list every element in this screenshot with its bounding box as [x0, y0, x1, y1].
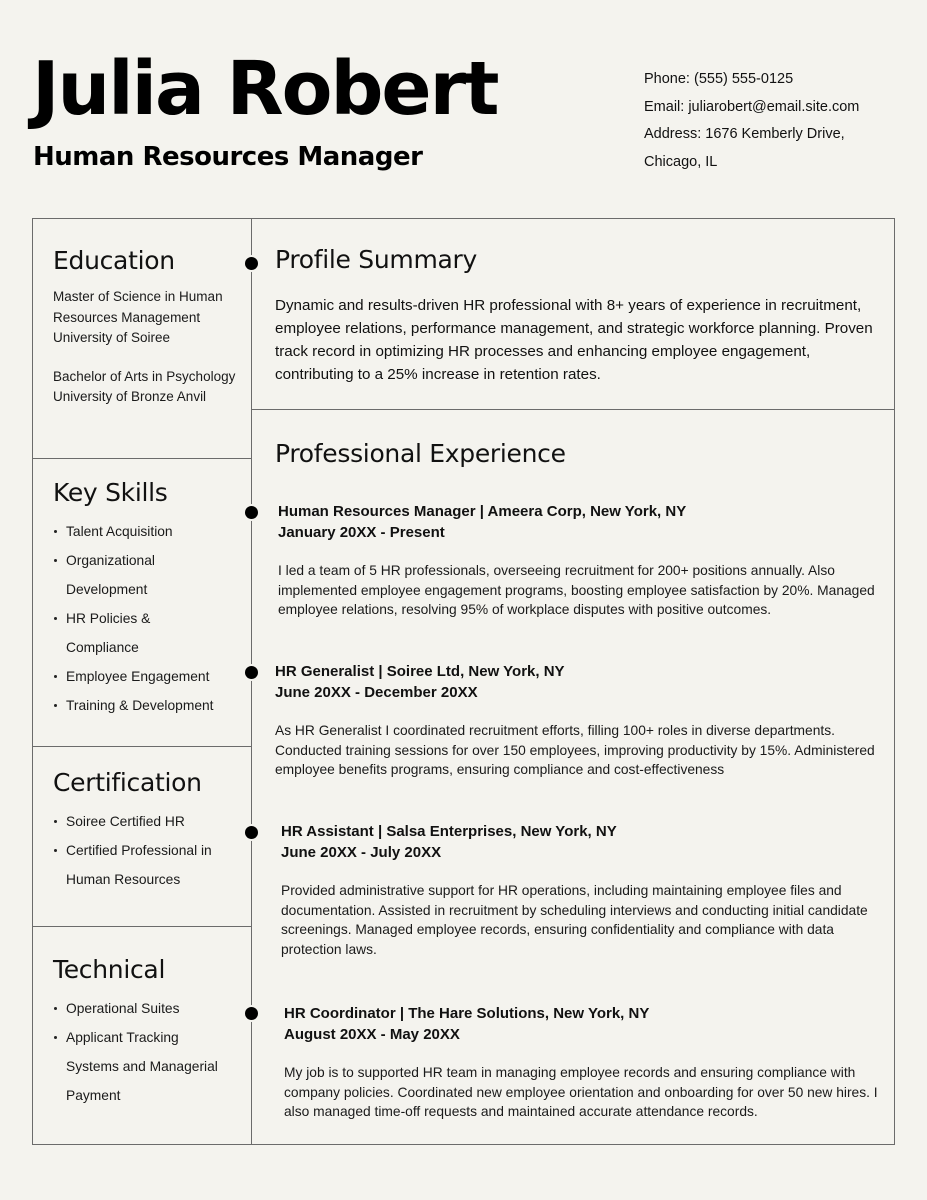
contact-phone: Phone: (555) 555-0125: [644, 71, 794, 87]
certification-item: Certified Professional in Human Resources: [53, 836, 228, 894]
job-title: Human Resources Manager | Ameera Corp, New York, NY: [278, 503, 687, 520]
education-section: [53, 246, 243, 408]
skills-section: [53, 478, 243, 720]
contact-block: [644, 66, 859, 176]
job-dates: June 20XX - December 20XX: [275, 684, 478, 701]
skill-item: Talent Acquisition: [53, 517, 243, 546]
job-title: HR Assistant | Salsa Enterprises, New York, NY: [281, 823, 617, 840]
job-dates: August 20XX - May 20XX: [284, 1026, 460, 1043]
certification-title: Certification: [53, 768, 202, 797]
skill-item: Employee Engagement: [53, 662, 243, 691]
candidate-role: Human Resources Manager: [33, 142, 423, 172]
timeline-dot-icon: [245, 257, 258, 270]
job-title: HR Generalist | Soiree Ltd, New York, NY: [275, 663, 565, 680]
left-divider-3: [33, 926, 251, 927]
technical-item: Applicant Tracking Systems and Managerial Payment: [53, 1023, 233, 1110]
skill-item: HR Policies & Compliance: [53, 604, 173, 662]
timeline-dot-icon: [245, 506, 258, 519]
certification-item: Soiree Certified HR: [53, 807, 243, 836]
right-divider: [251, 409, 894, 410]
technical-title: Technical: [53, 955, 166, 984]
job-description: I led a team of 5 HR professionals, overseeing recruitment for 200+ positions annually. Also implemented employee engagement programs, boosting employee satisfaction by 20%. Managed employee relations, resolving 95% of workplace disputes with positive outcomes.: [278, 563, 875, 617]
technical-item: Operational Suites: [53, 994, 243, 1023]
job-description: As HR Generalist I coordinated recruitment efforts, filling 100+ roles in diverse departments. Conducted training sessions for over 150 employees, improving productivity by 15%. Administered employee benefits programs, ensuring compliance and cost-effectiveness: [275, 723, 875, 777]
column-divider: [251, 219, 252, 1144]
left-divider-1: [33, 458, 251, 459]
technical-section: [53, 955, 243, 1110]
job-entry: [284, 1003, 894, 1122]
job-description: Provided administrative support for HR operations, including maintaining employee files and documentation. Assisted in recruitment by scheduling interviews and conducting initial candidate screenings. Managed employee records, ensuring confidentiality and compliance with data protection laws.: [281, 883, 868, 957]
job-description: My job is to supported HR team in managing employee records and ensuring compliance with company policies. Coordinated new employee orientation and onboarding for over 50 new hires. I also managed time-off requests and maintained accurate attendance records.: [284, 1065, 878, 1119]
job-dates: January 20XX - Present: [278, 524, 445, 541]
summary-text: Dynamic and results-driven HR professional with 8+ years of experience in recruitment, employee relations, performance management, and strategic workforce planning. Proven track record in optimizing HR processes and enhancing employee engagement, contributing to a 25% increase in retention rates.: [275, 297, 873, 383]
skills-list: [53, 517, 243, 720]
education-title: Education: [53, 246, 175, 275]
contact-address-line1: Address: 1676 Kemberly Drive,: [644, 126, 845, 142]
job-dates: June 20XX - July 20XX: [281, 844, 442, 861]
contact-email[interactable]: Email: juliarobert@email.site.com: [644, 98, 860, 115]
certification-section: [53, 768, 243, 894]
left-divider-2: [33, 746, 251, 747]
contact-address-line2: Chicago, IL: [644, 153, 718, 170]
education-item: Bachelor of Arts in Psychology University of Bronze Anvil: [53, 368, 236, 404]
timeline-dot-icon: [245, 826, 258, 839]
job-entry: [281, 821, 891, 959]
certification-list: [53, 807, 243, 894]
timeline-dot-icon: [245, 666, 258, 679]
resume-frame: [32, 218, 895, 1145]
skills-title: Key Skills: [53, 478, 168, 507]
summary-section: [275, 245, 885, 386]
education-item: Master of Science in Human Resources Management University of Soiree: [53, 289, 223, 345]
timeline-dot-icon: [245, 1007, 258, 1020]
skill-item: Organizational Development: [53, 546, 183, 604]
job-entry: [278, 501, 888, 620]
candidate-name: Julia Robert: [32, 46, 498, 132]
job-entry: [275, 661, 885, 780]
experience-title: Professional Experience: [275, 439, 566, 468]
job-title: HR Coordinator | The Hare Solutions, New York, NY: [284, 1005, 650, 1022]
skill-item: Training & Development: [53, 691, 243, 720]
technical-list: [53, 994, 243, 1110]
summary-title: Profile Summary: [275, 245, 477, 274]
